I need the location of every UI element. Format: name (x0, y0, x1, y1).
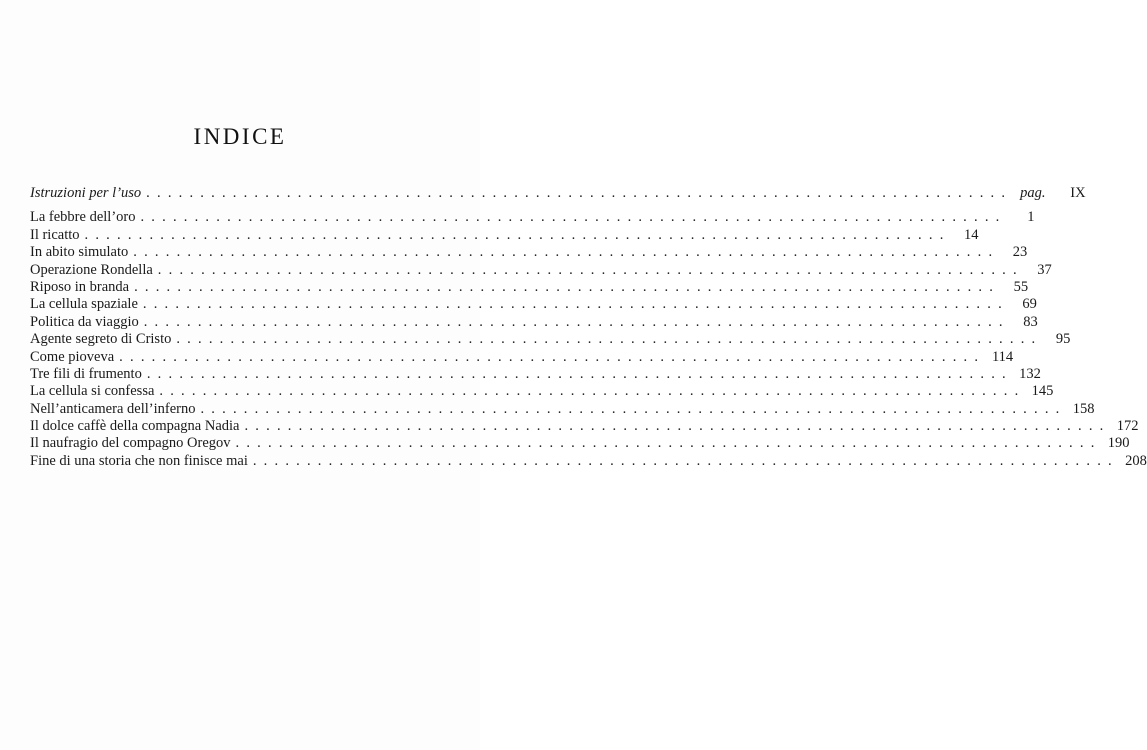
toc-entry-page: 145 (1031, 383, 1054, 400)
toc-entry (30, 209, 1035, 226)
toc-entry-page: 83 (1023, 313, 1038, 330)
toc-entry-title: Politica da viaggio (30, 313, 139, 330)
toc-entry-title: In abito simulato (30, 244, 129, 261)
toc-entry-title: Fine di una storia che non finisce mai (30, 452, 248, 469)
toc-entry (30, 383, 1054, 400)
toc-entry-page: 69 (1022, 296, 1037, 313)
toc-entry-page: 132 (1019, 365, 1041, 382)
toc-entry (30, 331, 1071, 348)
leader-dots: ................................................................................ (133, 244, 1000, 261)
toc-entry-title: Tre fili di frumento (30, 365, 142, 382)
toc-entry (30, 452, 1147, 470)
toc-entry-title: Come pioveva (30, 348, 115, 365)
toc-entry-title: Istruzioni per l’uso (30, 185, 142, 201)
toc-entry-page: 172 (1116, 418, 1139, 435)
leader-dots: ................................................................................ (142, 296, 1009, 313)
leader-dots: ................................................................................ (146, 365, 1013, 382)
leader-dots: ................................................................................ (244, 418, 1111, 435)
toc-entry (30, 435, 1130, 452)
toc-entry (30, 226, 979, 244)
leader-dots: ................................................................................ (146, 185, 1013, 201)
leader-dots: ................................................................................ (200, 400, 1067, 417)
toc-entry-title: Il ricatto (30, 226, 80, 243)
toc-entry (30, 400, 1095, 418)
pag-abbreviation: pag. (1020, 185, 1046, 201)
toc-entry-title: La febbre dell’oro (30, 209, 136, 226)
toc-entry-title: La cellula si confessa (30, 383, 155, 400)
toc-entry (30, 313, 1038, 331)
leader-dots: ................................................................................ (119, 348, 986, 365)
page-title: INDICE (193, 124, 287, 149)
toc-entry-title: Operazione Rondella (30, 261, 153, 278)
toc-entry (30, 185, 1086, 202)
toc-entry-title: Agente segreto di Cristo (30, 331, 172, 348)
leader-dots: ................................................................................ (159, 383, 1026, 400)
toc-entry-page: 1 (1027, 209, 1035, 226)
table-of-contents (30, 185, 1147, 470)
toc-entry-page: 37 (1037, 261, 1052, 278)
leader-dots: ................................................................................ (140, 209, 1007, 226)
toc-entry-page: IX (1070, 185, 1086, 201)
toc-entry (30, 244, 1028, 261)
toc-entry-page: 55 (1013, 278, 1029, 295)
leader-dots: ................................................................................ (176, 331, 1043, 348)
leader-dots: ................................................................................ (84, 226, 951, 243)
leader-dots: ................................................................................ (143, 313, 1010, 330)
toc-entry-title: La cellula spaziale (30, 296, 138, 313)
toc-entry (30, 418, 1139, 435)
leader-dots: ................................................................................ (134, 278, 1001, 295)
toc-entry-page: 190 (1107, 435, 1130, 452)
toc-entry-page: 158 (1072, 400, 1095, 417)
toc-entry-page: 208 (1125, 452, 1147, 469)
toc-entry (30, 365, 1041, 383)
leader-dots: ................................................................................ (252, 452, 1119, 469)
leader-dots: ................................................................................ (157, 261, 1024, 278)
toc-entry (30, 348, 1014, 366)
toc-entry-title: Il dolce caffè della compagna Nadia (30, 418, 240, 435)
toc-entry (30, 261, 1052, 279)
toc-entry-page: 23 (1012, 244, 1028, 261)
toc-entry-page: 14 (964, 226, 979, 243)
toc-entry-page: 95 (1055, 331, 1071, 348)
toc-entry-title: Nell’anticamera dell’inferno (30, 400, 196, 417)
toc-entry-title: Riposo in branda (30, 278, 130, 295)
toc-entry-title: Il naufragio del compagno Oregov (30, 435, 231, 452)
leader-dots: ................................................................................ (235, 435, 1102, 452)
toc-entry-page: 114 (991, 348, 1014, 365)
toc-entry (30, 296, 1037, 313)
toc-entry (30, 278, 1029, 296)
